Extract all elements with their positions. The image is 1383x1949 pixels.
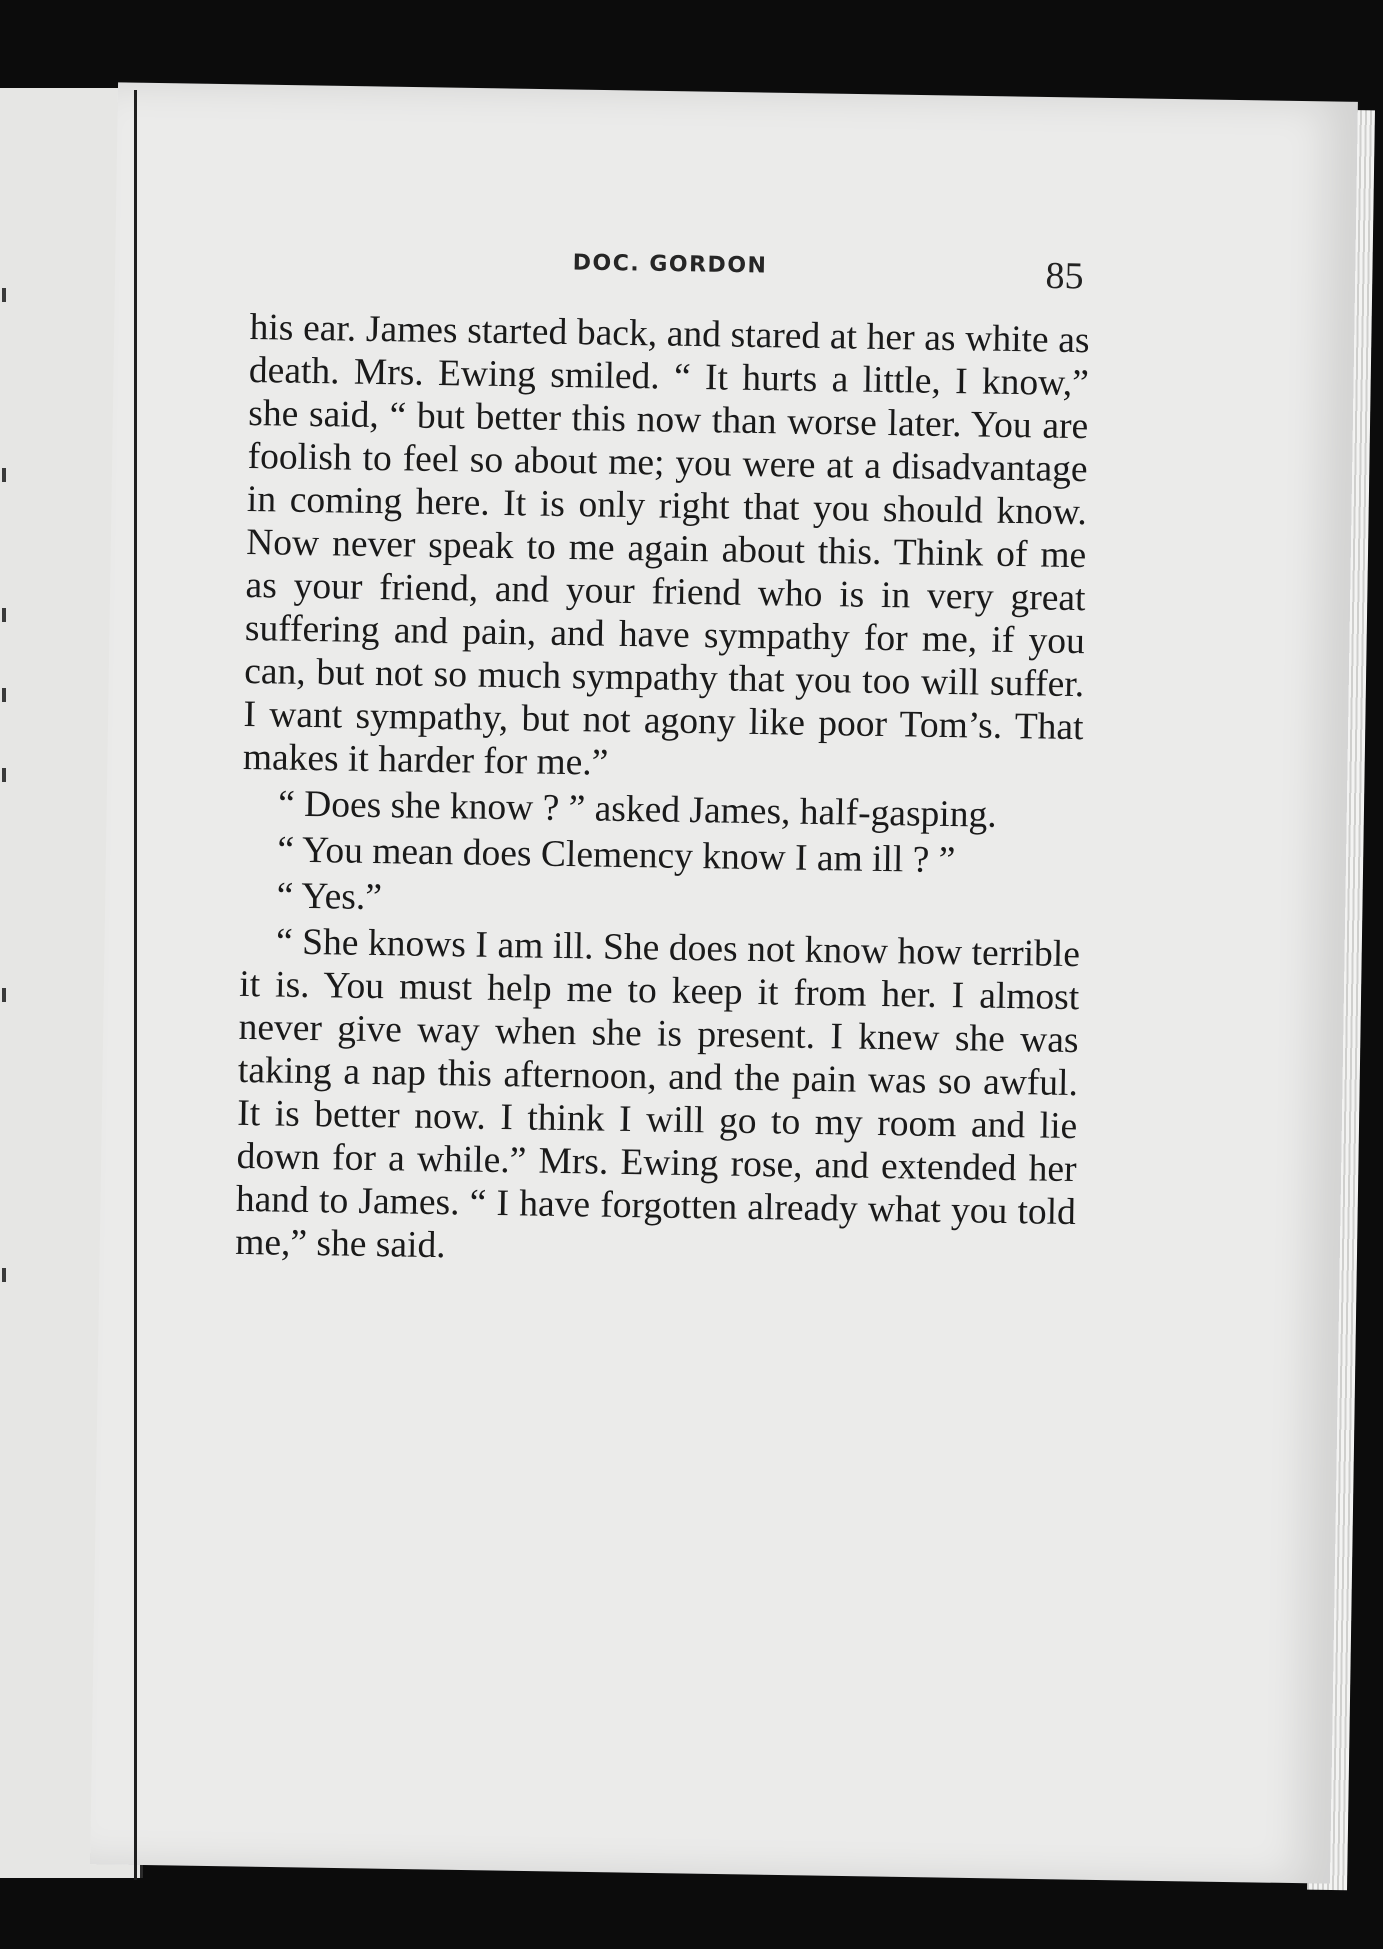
page-edge-mark: [2, 988, 6, 1002]
paragraph: “ Yes.”: [276, 875, 383, 919]
page-edge-mark: [2, 468, 6, 482]
paragraph: “ She knows I am ill. She does not know how terrible it is. You must help me to keep it from her. I almost never give way when she is present. I knew she was taking a nap this afternoon, and the pain was so awful. It is better now. I think I will go to my room and lie down for a while.” Mrs. Ewing rose, and extended her hand to James. “ I have forgotten already what you told me,” she said.: [234, 921, 1081, 1267]
page-edge-mark: [2, 768, 6, 782]
paragraph: “ You mean does Clemency know I am ill ? ”: [277, 829, 956, 882]
page-edge-mark: [2, 1268, 6, 1282]
page-edge-mark: [2, 608, 6, 622]
running-head: DOC. GORDON: [572, 250, 768, 279]
paragraph: “ Does she know ? ” asked James, half-gasping.: [277, 783, 997, 836]
paragraph: his ear. James started back, and stared at her as white as death. Mrs. Ewing smiled. “ It hurts a little, I know,” she said, “ but better this now than worse later. You are foolish to feel so about me; you were at a disadvantage in coming here. It is only right that you should know. Now never speak to me again about this. Think of me as your friend, and your friend who is in very great suffering and pain, and have sympathy for me, if you can, but not so much sympathy that you too will suffer. I want sympathy, but not agony like poor Tom’s. That makes it harder for me.”: [242, 306, 1090, 784]
page-header: [479, 245, 1100, 305]
page-number: 85: [1045, 254, 1084, 298]
book-gutter: [134, 90, 137, 1880]
page-edge-mark: [2, 288, 6, 302]
body-text: [235, 306, 1090, 1277]
page-edge-mark: [2, 688, 6, 702]
